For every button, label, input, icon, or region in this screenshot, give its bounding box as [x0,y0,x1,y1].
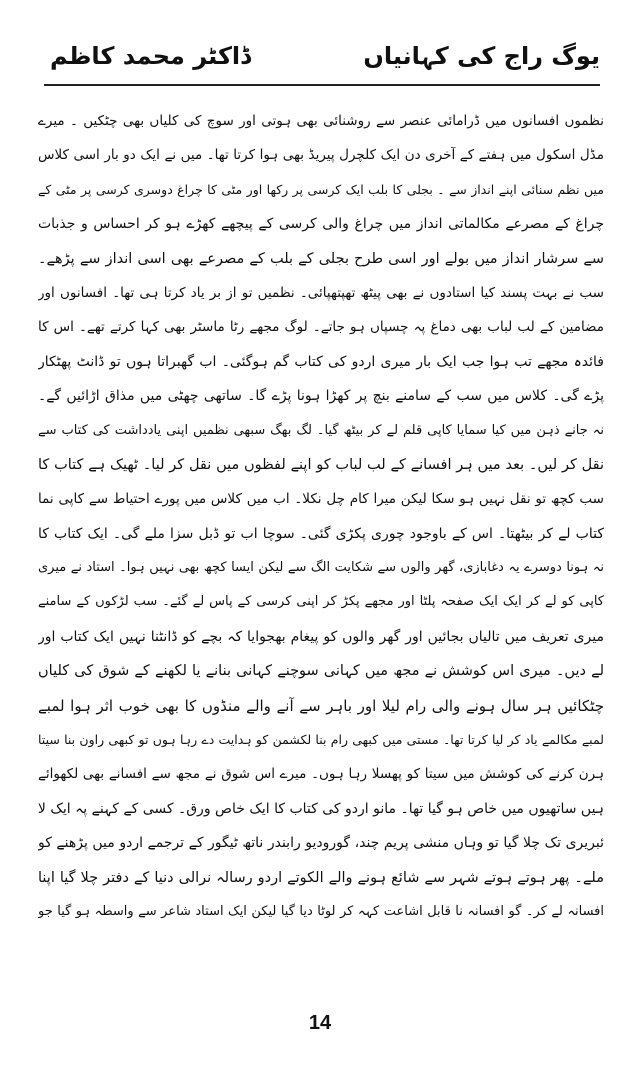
author-name: ڈاکٹر محمد کاظم [50,42,251,70]
text-line: افسانہ لے کر۔ گو افسانہ نا قابل اشاعت کہہ کر لوٹا دیا گیا لیکن ایک استاد شاعر سے واسطہ ہو گیا جو [38,903,604,919]
page-number: 14 [308,1012,332,1034]
text-line: ملے۔ پھر ہوتے ہوتے شہر سے شائع ہونے والے الکوتے اردو رسالہ نرالی دنیا کے دفتر چلا گیا اپنا [38,869,604,886]
text-line: مڈل اسکول میں ہفتے کے آخری دن ایک کلچرل پیریڈ بھی ہوا کرتا تھا۔ میں نے ایک دو بار اسی کلاس [38,147,604,164]
text-line: سب نے بہت پسند کیا استادوں نے بھی پیٹھ تھپتھپائی۔ نظمیں تو از بر یاد کرتا ہی تھا۔ افسانوں اور [38,284,604,301]
text-line: چراغ کے مصرعے مکالماتی انداز میں چراغ والی کرسی کے پیچھے کھڑے ہو کر احساس و جذبات [38,216,604,233]
text-line: ئبریری تک چلا گیا تو وہاں منشی پریم چند، گورودیو رابندر ناتھ ٹیگور کے ترجمے اردو میں پڑھنے کو [38,835,604,852]
text-line: کتاب لے کر بیٹھتا۔ اس کے باوجود چوری پکڑی گئی۔ سوچا اب تو ڈبل سزا ملے گی۔ ایک کتاب کا [38,525,604,542]
text-line: نظموں افسانوں میں ڈرامائی عنصر سے روشنائی بھی ہوتی اور سوچ کی کلیاں بھی چٹکیں ۔ میرے [38,113,604,129]
text-line: فائدہ مجھے تب ہوا جب ایک بار میری اردو کی کتاب گم ہوگئی۔ اب گھبراتا ہوں تو ڈانٹ پھٹکار [38,353,604,370]
text-line: سے سرشار انداز میں بولے اور اسی طرح بجلی کے بلب کے مصرعے بھی اسی انداز سے پڑھے۔ [38,250,604,267]
header-divider [44,84,600,86]
text-line: ہرن کرنے کی کوشش میں سیتا کو پھسلا رہا ہوں۔ میرے اس شوق نے مجھ سے افسانے بھی لکھوائے [38,766,604,783]
text-line: نقل کر لیں۔ بعد میں ہر افسانے کے لب لباب کو اپنے لفظوں میں نقل کر لیا۔ ٹھیک ہے کتاب کا [38,456,604,473]
book-title: یوگ راج کی کہانیاں [363,42,600,70]
text-line: لمبے مکالمے یاد کر لیا کرتا تھا۔ مستی میں کبھی رام بنا لکشمن کو ہدایت دے رہا ہوں تو کبھی راون بنا سیتا [38,732,604,748]
text-line: میں نظم سنائی اپنے انداز سے ۔ بجلی کا بلب ایک کرسی پر رکھا اور مٹی کا چراغ دوسری کرسی پر مٹی کے [38,181,604,197]
text-line: پڑے گی۔ کلاس میں سب کے سامنے بنچ پر کھڑا ہونا پڑے گا۔ ساتھی چھٹی میں مذاق اڑائیں گے۔ [38,388,604,405]
running-header [50,42,600,82]
text-line: سب کچھ تو نقل نہیں ہو سکا لیکن میرا کام چل نکلا۔ اب میں کلاس میں پورے احتیاط سے کاپی نما [38,491,604,508]
text-line: کاپی کو لے کر ایک ایک صفحہ پلٹا اور مجھے پکڑ کر اپنی کرسی کے پاس لے گئے۔ سب لڑکوں کے سامنے [38,594,604,610]
text-line: ہیں ساتھیوں میں خاص ہو گیا تھا۔ مانو اردو کی کتاب کا ایک خاص ورق۔ کسی کے کہنے پہ ایک لا [38,800,604,817]
text-line: مضامین کے لب لباب بھی دماغ پہ چسپاں ہو جاتے۔ لوگ مجھے رٹا ماسٹر بھی کہا کرتے تھے۔ اس کا [38,319,604,336]
text-line: لے دیں۔ میری اس کوشش نے مجھ میں کہانی سوچنے کہانی بنانے یا لکھنے کے شوق کی کلیاں [38,663,604,680]
text-line: میری تعریف میں تالیاں بجائیں اور گھر والوں کو پیغام بھجوایا کہ بچے کو ڈانٹنا نہیں ایک کتاب اور [38,628,604,645]
text-line: چٹکائیں ہر سال ہونے والی رام لیلا اور باہر سے آنے والے منڈوں کا بھی خوب اثر ہوا لمبے [38,696,604,715]
text-line: نہ جانے ذہن میں کیا سمایا کاپی قلم لے کر بیٹھ گیا۔ لگ بھگ سبھی نظمیں اپنی یادداشت کی کتاب سے [38,422,604,438]
text-line: نہ ہونا دوسرے یہ دغابازی، گھر والوں سے شکایت الگ سے لیکن ایسا کچھ بھی نہیں ہوا۔ استاد نے میری [38,560,604,576]
body-text [38,104,604,929]
